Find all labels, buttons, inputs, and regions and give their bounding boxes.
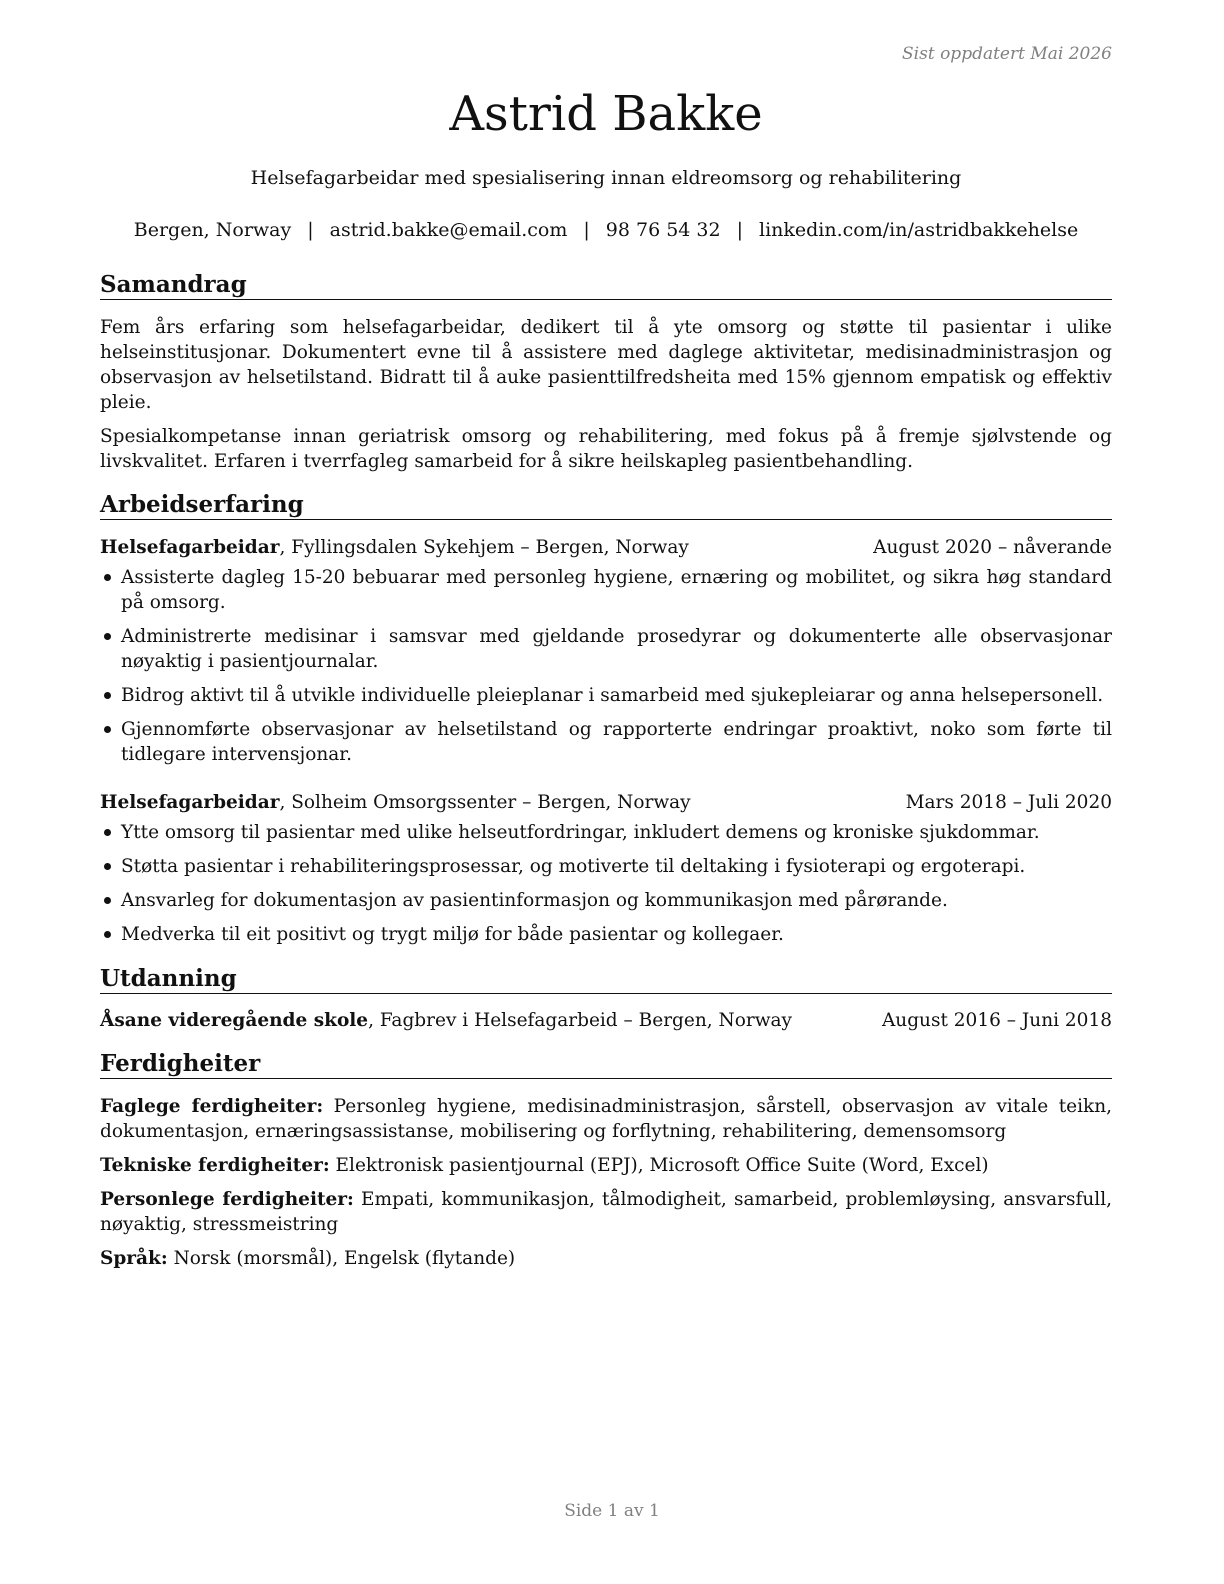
section-heading-education: Utdanning — [100, 964, 1112, 994]
job-employer: , Solheim Omsorgssenter – Bergen, Norway — [279, 792, 691, 813]
job-bullet: Ytte omsorg til pasientar med ulike helseutfordringar, inkludert demens og kroniske sjukdommar. — [100, 820, 1112, 845]
job-header — [100, 790, 1112, 815]
skill-label: Språk: — [100, 1248, 168, 1269]
job-bullet: Administrerte medisinar i samsvar med gjeldande prosedyrar og dokumenterte alle observasjonar nøyaktig i pasientjournalar. — [100, 624, 1112, 674]
job-bullets — [100, 565, 1112, 767]
skill-text: Personleg hygiene, medisinadministrasjon, sårstell, observasjon av vitale teikn, dokumentasjon, ernæringsassistanse, mobilisering og forflytning, rehabilitering, demensomsorg — [100, 1096, 1112, 1142]
job-bullet: Gjennomførte observasjonar av helsetilstand og rapporterte endringar proaktivt, noko som førte til tidlegare intervensjonar. — [100, 717, 1112, 767]
job-dates: Mars 2018 – Juli 2020 — [905, 792, 1112, 813]
job-bullets — [100, 820, 1112, 947]
job-bullet: Medverka til eit positivt og trygt miljø for både pasientar og kollegaer. — [100, 922, 1112, 947]
job-dates: August 2020 – nåverande — [873, 537, 1112, 558]
skill-line — [100, 1094, 1112, 1144]
last-updated: Sist oppdatert Mai 2026 — [902, 44, 1112, 64]
section-heading-experience: Arbeidserfaring — [100, 490, 1112, 520]
job-employer: , Fyllingsdalen Sykehjem – Bergen, Norway — [279, 537, 689, 558]
contact-separator: | — [307, 219, 314, 241]
skill-label: Faglege ferdigheiter: — [100, 1096, 324, 1117]
contact-line — [100, 219, 1112, 241]
summary-paragraph: Spesialkompetanse innan geriatrisk omsorg og rehabilitering, med fokus på å fremje sjølvstende og livskvalitet. Erfaren i tverrfagleg samarbeid for å sikre heilskapleg pasientbehandling. — [100, 426, 1112, 472]
contact-separator: | — [736, 219, 743, 241]
section-heading-summary: Samandrag — [100, 270, 1112, 300]
job-bullet: Assisterte dagleg 15-20 bebuarar med personleg hygiene, ernæring og mobilitet, og sikra høg standard på omsorg. — [100, 565, 1112, 615]
contact-separator: | — [583, 219, 590, 241]
education-title-line — [100, 1008, 792, 1033]
section-heading-skills: Ferdigheiter — [100, 1049, 1112, 1079]
summary-paragraph: Fem års erfaring som helsefagarbeidar, dedikert til å yte omsorg og støtte til pasientar i ulike helseinstitusjonar. Dokumentert evne til å assistere med daglege aktivitetar, medisinadministrasjon og observasjon av helsetilstand. Bidratt til å auke pasienttilfredsheita med 15% gjennom empatisk og effektiv pleie. — [100, 317, 1112, 413]
education-detail: , Fagbrev i Helsefagarbeid – Bergen, Norway — [368, 1010, 793, 1031]
job-entry — [100, 790, 1112, 947]
contact-location: Bergen, Norway — [133, 219, 292, 241]
page-number: Side 1 av 1 — [564, 1501, 660, 1521]
contact-phone: 98 76 54 32 — [605, 219, 721, 241]
skill-line — [100, 1187, 1112, 1237]
person-name: Astrid Bakke — [449, 86, 763, 142]
tagline: Helsefagarbeidar med spesialisering innan eldreomsorg og rehabilitering — [250, 167, 962, 189]
skill-text: Elektronisk pasientjournal (EPJ), Microsoft Office Suite (Word, Excel) — [329, 1155, 989, 1176]
education-dates: August 2016 – Juni 2018 — [881, 1010, 1112, 1031]
job-entry — [100, 535, 1112, 767]
job-bullet: Bidrog aktivt til å utvikle individuelle pleieplanar i samarbeid med sjukepleiarar og anna helsepersonell. — [100, 683, 1112, 708]
contact-email[interactable]: astrid.bakke@email.com — [329, 219, 568, 241]
resume-page — [100, 0, 1112, 1584]
job-header — [100, 535, 1112, 560]
skill-text: Norsk (morsmål), Engelsk (flytande) — [167, 1248, 516, 1269]
job-title: Helsefagarbeidar — [100, 537, 280, 558]
resume-content — [100, 270, 1112, 1271]
job-bullet: Ansvarleg for dokumentasjon av pasientinformasjon og kommunikasjon med pårørande. — [100, 888, 1112, 913]
job-title: Helsefagarbeidar — [100, 792, 280, 813]
skill-label: Personlege ferdigheiter: — [100, 1189, 354, 1210]
job-title-line — [100, 535, 689, 560]
education-school: Åsane videregående skole — [100, 1010, 369, 1031]
skill-line — [100, 1246, 1112, 1271]
contact-linkedin[interactable]: linkedin.com/in/astridbakkehelse — [759, 219, 1079, 241]
skill-text: Empati, kommunikasjon, tålmodigheit, samarbeid, problemløysing, ansvarsfull, nøyaktig, stressmeistring — [100, 1189, 1112, 1235]
job-title-line — [100, 790, 691, 815]
skill-line — [100, 1153, 1112, 1178]
education-entry — [100, 1008, 1112, 1033]
skill-label: Tekniske ferdigheiter: — [100, 1155, 330, 1176]
job-bullet: Støtta pasientar i rehabiliteringsprosessar, og motiverte til deltaking i fysioterapi og ergoterapi. — [100, 854, 1112, 879]
